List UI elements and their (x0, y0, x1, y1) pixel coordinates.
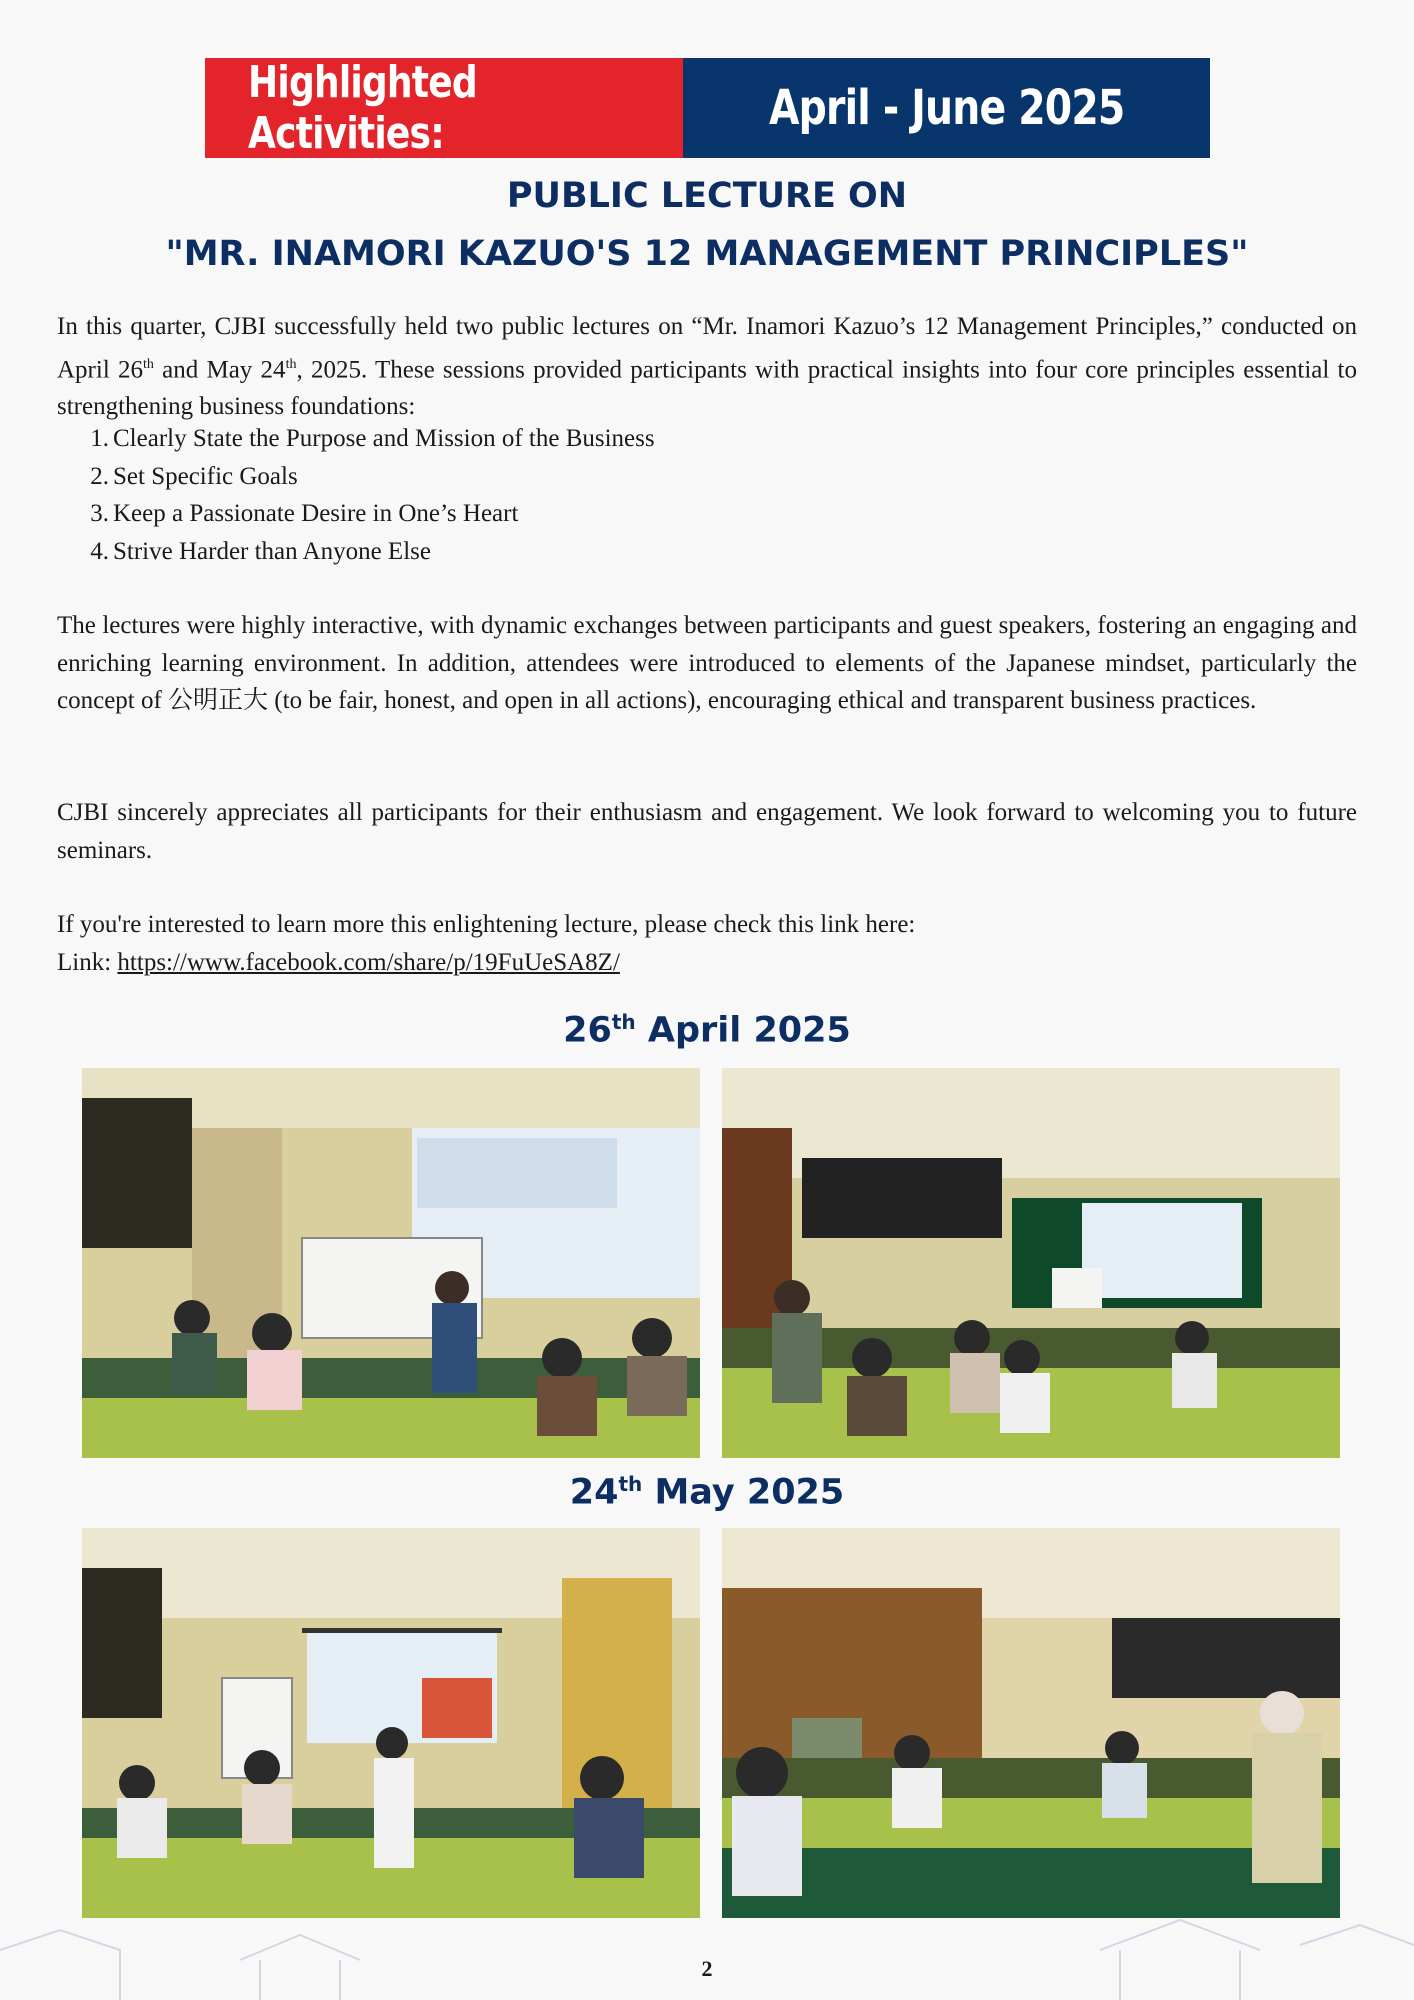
lecture-photo-april-2 (722, 1068, 1340, 1458)
link-line: Link: https://www.facebook.com/share/p/19FuUeSA8Z/ (57, 949, 620, 976)
appreciation-paragraph: CJBI sincerely appreciates all participants for their enthusiasm and engagement. We look forward to welcoming you to future seminars. (57, 799, 1357, 864)
list-item: 3. Keep a Passionate Desire in One’s Heart (90, 500, 519, 527)
page-number: 2 (701, 1956, 713, 1981)
page-title-line2: "MR. INAMORI KAZUO'S 12 MANAGEMENT PRINCIPLES" (165, 234, 1249, 274)
list-item: 1. Clearly State the Purpose and Mission of the Business (90, 425, 655, 452)
list-item: 4. Strive Harder than Anyone Else (90, 537, 431, 565)
lecture-photo-april-1 (82, 1068, 700, 1458)
lecture-photo-may-2 (722, 1528, 1340, 1918)
temple-skyline-watermark (0, 1890, 1414, 2000)
interactive-paragraph: The lectures were highly interactive, with dynamic exchanges between participants and guest speakers, fostering an engaging and enriching learning environment. In addition, attendees were introduced to elements of the Japanese mindset, particularly the concept of 公明正大 (to be fair, honest, and open in all actions), encouraging ethical and transparent business practices. (57, 612, 1357, 714)
more-info-paragraph: If you're interested to learn more this enlightening lecture, please check this link here: (57, 911, 916, 938)
header-banner (205, 58, 1210, 158)
list-item: 2. Set Specific Goals (90, 462, 298, 490)
banner-label: Highlighted Activities: (205, 58, 683, 158)
facebook-link[interactable]: https://www.facebook.com/share/p/19FuUeSA8Z/ (117, 949, 620, 976)
banner-period: April - June 2025 (683, 58, 1210, 158)
session-date-may: 24th May 2025 (569, 1472, 845, 1513)
session-date-april: 26th April 2025 (563, 1010, 851, 1051)
intro-paragraph: In this quarter, CJBI successfully held two public lectures on “Mr. Inamori Kazuo’s 12 Management Principles,” conducted on April 26th and May 24th, 2025. These sessions provided participants with practical insights into four core principles essential to strengthening business foundations: (57, 313, 1357, 421)
lecture-photo-may-1 (82, 1528, 700, 1918)
principles-list (57, 420, 655, 570)
page-title-line1: PUBLIC LECTURE ON (506, 176, 908, 216)
